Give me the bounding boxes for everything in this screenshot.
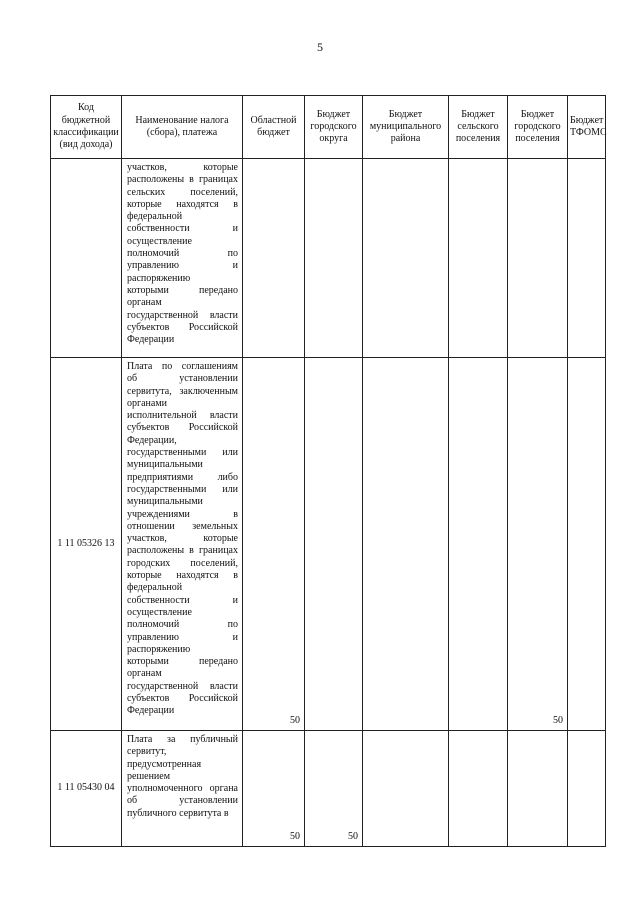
name-line: органам xyxy=(127,297,162,309)
name-line: исполнительной власти xyxy=(127,410,238,422)
header-urban-settlement: Бюджет городского поселения xyxy=(508,96,568,159)
name-line: сельских поселений, xyxy=(127,186,238,198)
header-tfoms: Бюджет ТФОМС xyxy=(568,96,606,159)
name-line: сервитута, заключенным xyxy=(127,385,238,397)
name-line: учреждениями в xyxy=(127,508,238,520)
name-line: государственными или xyxy=(127,447,238,459)
tfoms-value xyxy=(568,731,606,847)
table-row xyxy=(51,731,606,847)
name-line: муниципальными xyxy=(127,459,203,471)
header-name: Наименование налога (сбора), платежа xyxy=(122,96,243,159)
rural-settlement-value xyxy=(449,159,508,358)
code-cell: 1 11 05326 13 xyxy=(51,358,122,731)
name-line: собственности и xyxy=(127,594,238,606)
name-line: полномочий по xyxy=(127,619,238,631)
name-cell xyxy=(122,358,243,731)
table-header-row xyxy=(51,96,606,159)
regional-value xyxy=(243,159,305,358)
name-line: государственными или xyxy=(127,483,238,495)
name-line: федеральной xyxy=(127,211,183,223)
city-district-value xyxy=(305,358,363,731)
name-line: управлению и xyxy=(127,260,238,272)
city-district-value xyxy=(305,159,363,358)
name-line: Федерации xyxy=(127,334,175,346)
name-line: отношении земельных xyxy=(127,520,238,532)
name-line: муниципальными xyxy=(127,496,203,508)
name-cell xyxy=(122,159,243,358)
header-rural-settlement: Бюджет сельского поселения xyxy=(449,96,508,159)
name-line: расположены в границах xyxy=(127,174,238,186)
name-line: участков, которые xyxy=(127,162,238,173)
header-city-district: Бюджет городского округа xyxy=(305,96,363,159)
name-line: полномочий по xyxy=(127,248,238,260)
tfoms-value xyxy=(568,358,606,731)
header-municipal-district: Бюджет муниципального района xyxy=(363,96,449,159)
name-line: федеральной xyxy=(127,582,183,594)
table-row xyxy=(51,159,606,358)
header-regional: Областной бюджет xyxy=(243,96,305,159)
name-line: Федерации, xyxy=(127,434,177,446)
name-line: государственной власти xyxy=(127,680,238,692)
regional-value: 50 xyxy=(243,731,305,847)
name-line: собственности и xyxy=(127,223,238,235)
name-line: об установлении xyxy=(127,373,238,385)
name-line: Федерации xyxy=(127,705,175,717)
municipal-district-value xyxy=(363,358,449,731)
name-line: субъектов Российской xyxy=(127,693,238,705)
name-line: государственной власти xyxy=(127,309,238,321)
name-line: участков, которые xyxy=(127,533,238,545)
rural-settlement-value xyxy=(449,358,508,731)
regional-value: 50 xyxy=(243,358,305,731)
code-cell xyxy=(51,159,122,358)
urban-settlement-value xyxy=(508,731,568,847)
name-cell xyxy=(122,731,243,847)
name-line: решением xyxy=(127,770,171,782)
name-line: которыми передано xyxy=(127,284,238,296)
rural-settlement-value xyxy=(449,731,508,847)
urban-settlement-value xyxy=(508,159,568,358)
name-line: предприятиями либо xyxy=(127,471,238,483)
urban-settlement-value: 50 xyxy=(508,358,568,731)
city-district-value: 50 xyxy=(305,731,363,847)
name-line: уполномоченного органа xyxy=(127,783,238,795)
name-line: субъектов Российской xyxy=(127,422,238,434)
name-line: которыми передано xyxy=(127,656,238,668)
name-line: публичного сервитута в xyxy=(127,807,229,819)
budget-distribution-table xyxy=(50,95,606,847)
name-line: об установлении xyxy=(127,795,238,807)
name-line: осуществление xyxy=(127,235,192,247)
name-line: которые находятся в xyxy=(127,198,238,210)
name-line: расположены в границах xyxy=(127,545,238,557)
header-code: Код бюджетной классификации (вид дохода) xyxy=(51,96,122,159)
municipal-district-value xyxy=(363,731,449,847)
name-line: предусмотренная xyxy=(127,758,202,770)
name-line: Плата по соглашениям xyxy=(127,361,238,372)
name-line: распоряжению xyxy=(127,272,191,284)
name-line: управлению и xyxy=(127,631,238,643)
name-line: которые находятся в xyxy=(127,570,238,582)
code-cell: 1 11 05430 04 xyxy=(51,731,122,847)
page-number: 5 xyxy=(317,40,323,54)
name-line: органам xyxy=(127,668,162,680)
name-line: сервитут, xyxy=(127,746,167,758)
tfoms-value xyxy=(568,159,606,358)
name-line: Плата за публичный xyxy=(127,734,238,745)
name-line: субъектов Российской xyxy=(127,321,238,333)
name-line: городских поселений, xyxy=(127,557,238,569)
name-line: распоряжению xyxy=(127,643,191,655)
municipal-district-value xyxy=(363,159,449,358)
name-line: органами xyxy=(127,397,168,409)
table-row xyxy=(51,358,606,731)
name-line: осуществление xyxy=(127,606,192,618)
